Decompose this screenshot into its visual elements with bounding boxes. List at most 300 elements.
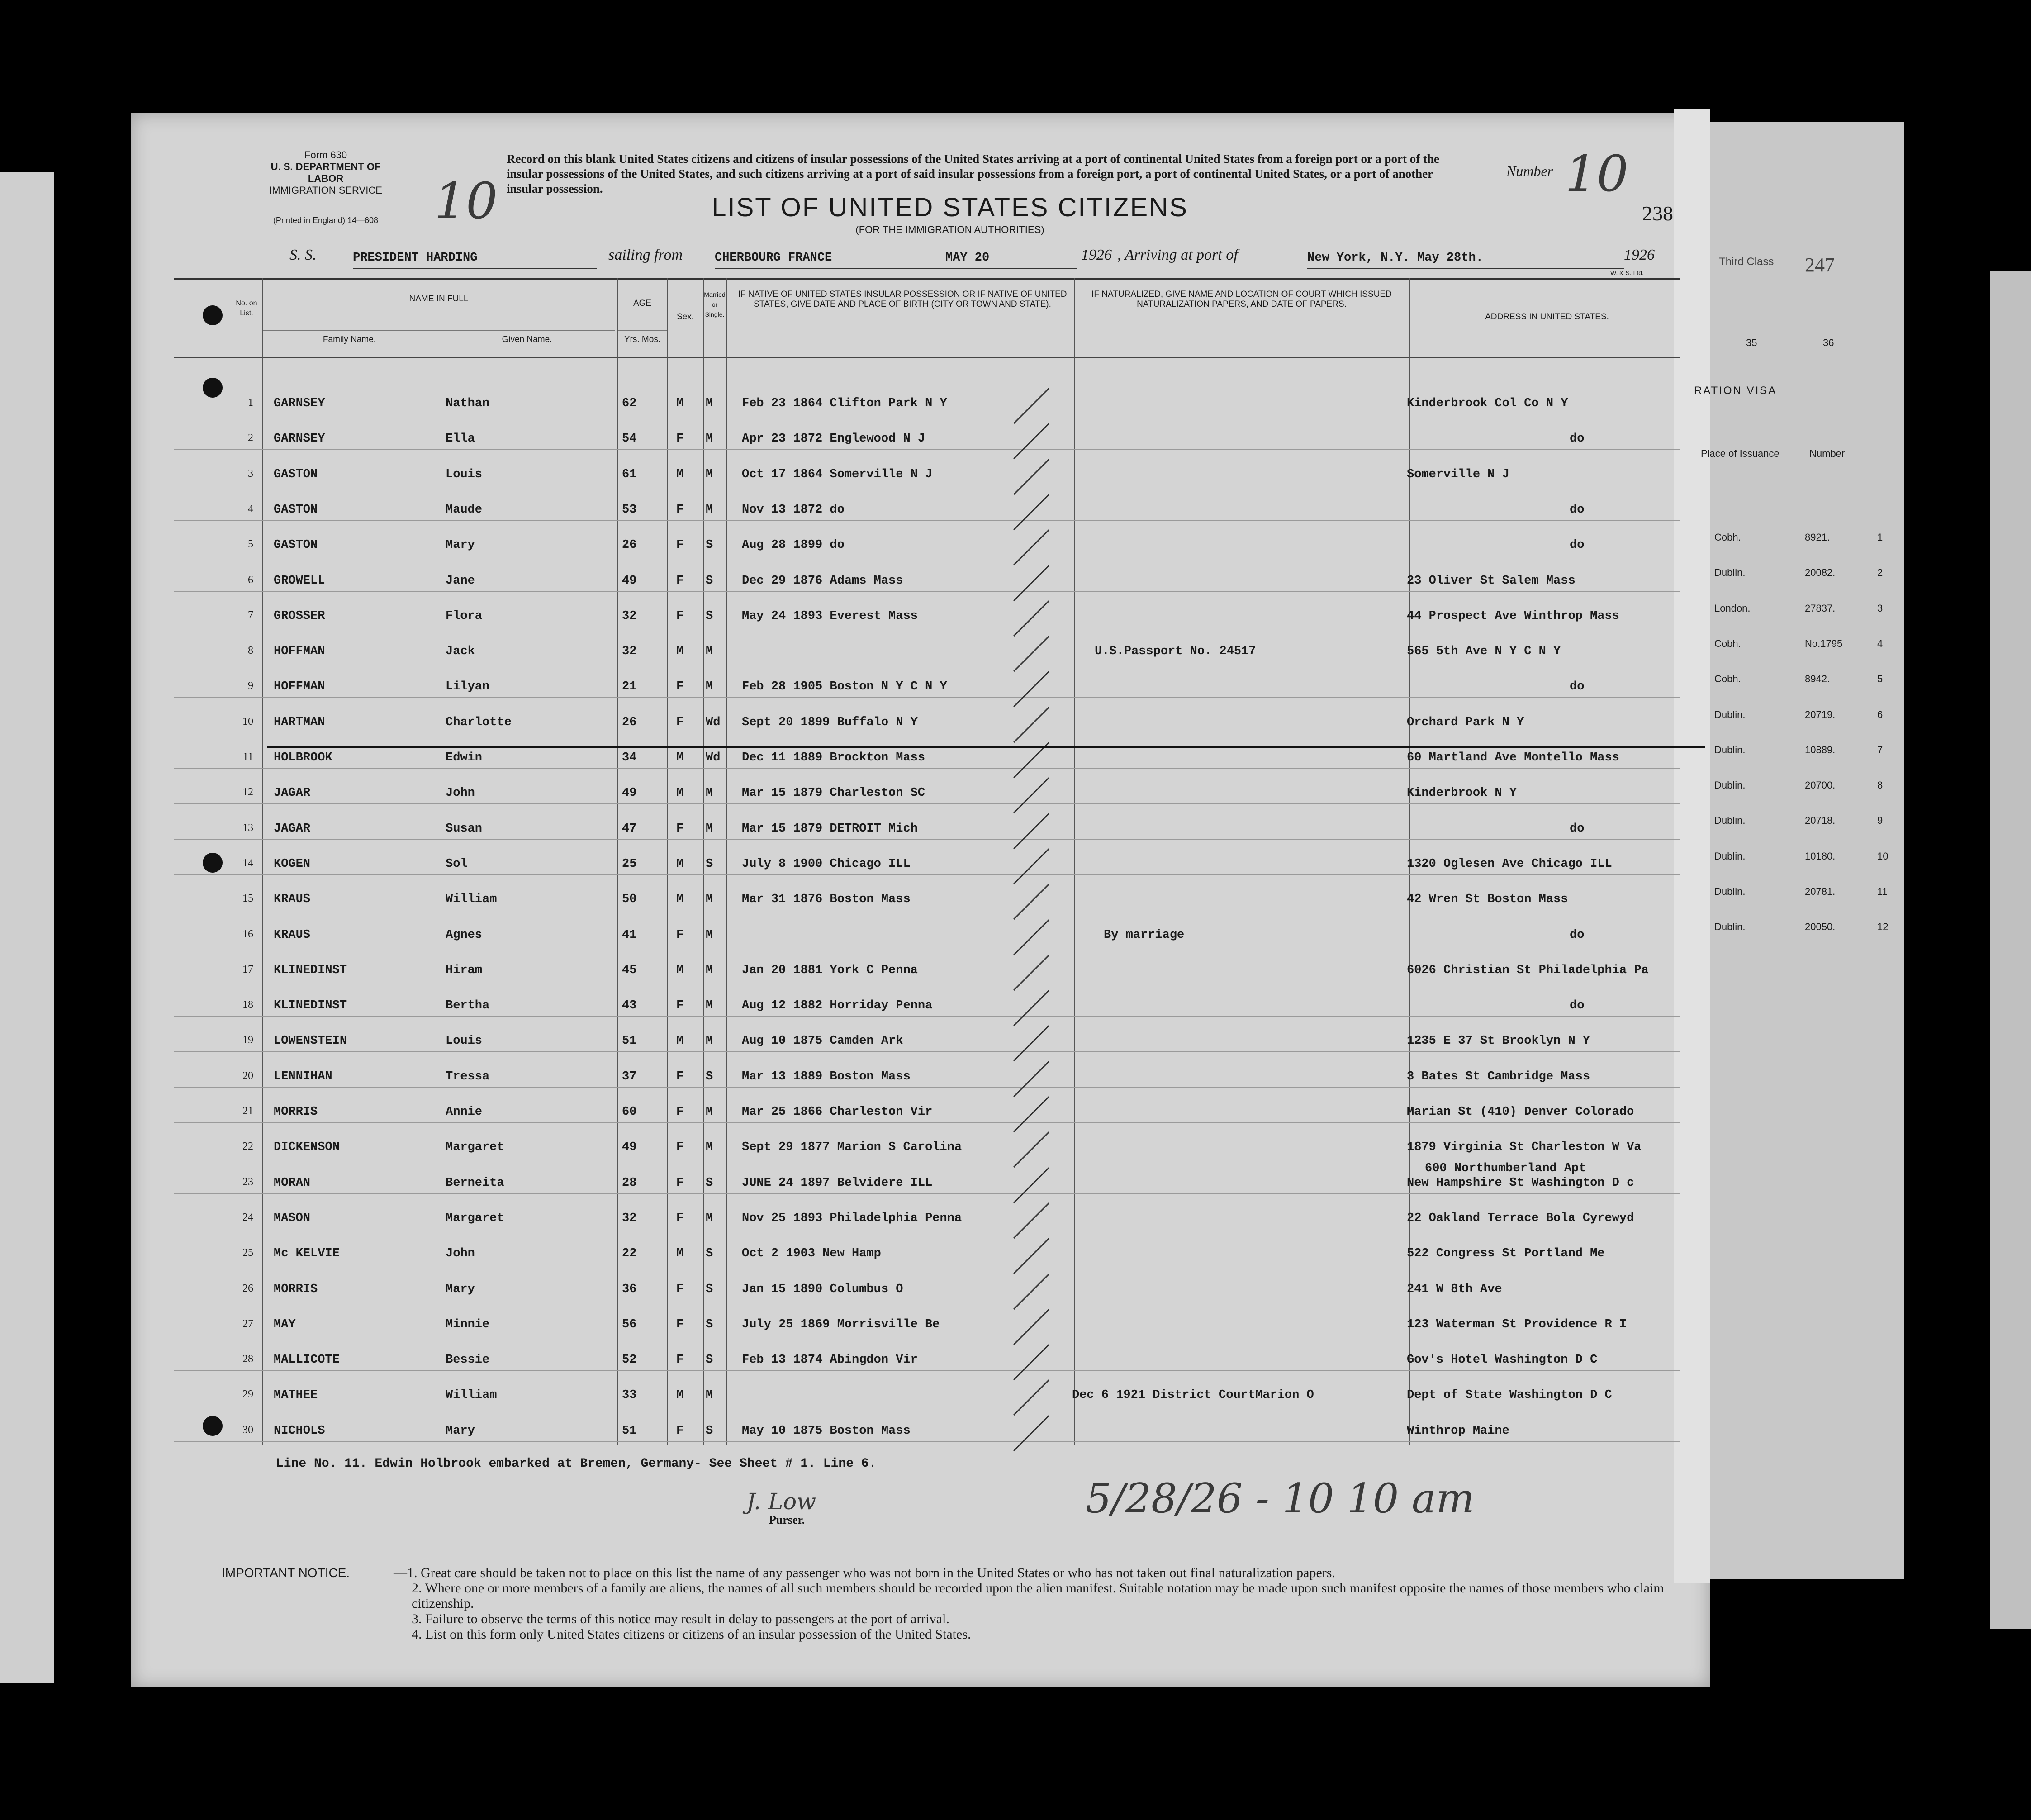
col-rule <box>262 278 263 1445</box>
sex: F <box>676 680 684 694</box>
row-rule <box>174 874 1680 875</box>
given-name: Jane <box>446 574 475 588</box>
notice-item-2: 2. Where one or more members of a family are aliens, the names of all such members should be recorded upon the alien manifest. Suitable notation may be made upon such manifest opposite the names of those members who claim citizenship. <box>412 1581 1664 1611</box>
row-number: 6 <box>248 574 253 586</box>
address: 1320 Oglesen Ave Chicago ILL <box>1407 857 1612 871</box>
address: Dept of State Washington D C <box>1407 1388 1612 1402</box>
birth-info: Jan 15 1890 Columbus O <box>742 1282 903 1296</box>
age: 28 <box>622 1176 637 1190</box>
address-extra: 600 Northumberland Apt <box>1425 1161 1586 1175</box>
row-number: 2 <box>248 432 253 444</box>
right-page-number: 247 <box>1805 254 1835 276</box>
given-name: John <box>446 786 475 800</box>
visa-place: London. <box>1714 602 1751 614</box>
birth-info: Dec 29 1876 Adams Mass <box>742 574 903 588</box>
sex: F <box>676 503 684 517</box>
given-name: Annie <box>446 1105 483 1119</box>
visa-extra: 7 <box>1877 744 1883 756</box>
visa-place: Dublin. <box>1714 886 1746 897</box>
visa-extra: 5 <box>1877 673 1883 685</box>
given-name: Edwin <box>446 751 483 765</box>
marital-status: S <box>706 1069 713 1083</box>
visa-extra: 10 <box>1877 850 1889 862</box>
age: 49 <box>622 1140 637 1155</box>
age: 49 <box>622 574 637 588</box>
family-name: GARNSEY <box>274 397 325 410</box>
handwritten-sheet-number: 10 <box>434 172 498 230</box>
sex: M <box>676 786 684 800</box>
right-col-35: 35 <box>1746 337 1757 348</box>
sex: F <box>676 1069 684 1083</box>
address: do <box>1570 538 1585 552</box>
visa-place: Cobh. <box>1714 637 1741 649</box>
visa-extra: 11 <box>1877 886 1888 897</box>
age: 32 <box>622 609 637 623</box>
age: 32 <box>622 1211 637 1225</box>
purser-signature: J. Low <box>746 1488 816 1515</box>
marital-status: S <box>706 609 713 623</box>
row-number: 10 <box>242 715 253 727</box>
address: 42 Wren St Boston Mass <box>1407 893 1568 907</box>
address: do <box>1570 432 1585 446</box>
row-rule <box>174 1441 1680 1442</box>
marital-status: S <box>706 1282 713 1296</box>
family-name: HOFFMAN <box>274 645 325 659</box>
purser-label: Purser. <box>769 1513 805 1526</box>
family-name: HARTMAN <box>274 715 325 729</box>
visa-extra: 12 <box>1877 921 1889 933</box>
row-number: 20 <box>242 1069 253 1082</box>
age-subheader-rule <box>617 330 667 331</box>
arrival-year: 1926 <box>1624 247 1655 263</box>
given-name: Tressa <box>446 1069 490 1083</box>
row-number: 7 <box>248 609 253 621</box>
family-name: MAY <box>274 1317 296 1331</box>
naturalization: Dec 6 1921 District CourtMarion O <box>1072 1388 1314 1402</box>
sex: M <box>676 963 684 977</box>
marital-status: S <box>706 538 713 552</box>
given-name: Maude <box>446 503 483 517</box>
row-rule <box>174 449 1680 450</box>
family-name: HOFFMAN <box>274 680 325 694</box>
sex: F <box>676 1176 684 1190</box>
row-number: 12 <box>242 786 253 798</box>
family-name: MORRIS <box>274 1282 318 1296</box>
visa-number: 27837. <box>1805 602 1836 614</box>
age: 26 <box>622 538 637 552</box>
arriving-label: , Arriving at port of <box>1117 247 1238 263</box>
family-name: GROWELL <box>274 574 325 588</box>
given-name: Louis <box>446 467 483 481</box>
form-service: IMMIGRATION SERVICE <box>269 185 382 196</box>
notice-item-3: 3. Failure to observe the terms of this notice may result in delay to passengers at the port of arrival. <box>412 1611 949 1626</box>
age: 41 <box>622 928 637 942</box>
marital-status: S <box>706 574 713 588</box>
marital-status: M <box>706 963 713 977</box>
visa-number: 20718. <box>1805 815 1836 827</box>
row-number: 14 <box>242 857 253 869</box>
address: 3 Bates St Cambridge Mass <box>1407 1069 1590 1083</box>
visa-number: 20719. <box>1805 708 1836 720</box>
age: 33 <box>622 1388 637 1402</box>
birth-info: Mar 15 1879 Charleston SC <box>742 786 925 800</box>
address: Kinderbrook Col Co N Y <box>1407 397 1568 410</box>
sex: F <box>676 715 684 729</box>
address: Orchard Park N Y <box>1407 715 1524 729</box>
given-name: Agnes <box>446 928 483 942</box>
row-number: 3 <box>248 467 253 480</box>
important-notice <box>222 1565 1714 1642</box>
marital-status: S <box>706 857 713 871</box>
sex: F <box>676 432 684 446</box>
sex: F <box>676 1282 684 1296</box>
family-name: NICHOLS <box>274 1424 325 1438</box>
marital-status: M <box>706 397 713 410</box>
address: New Hampshire St Washington D c <box>1407 1176 1634 1190</box>
header-sex: Sex. <box>676 312 694 322</box>
given-name: Charlotte <box>446 715 512 729</box>
family-name: MORAN <box>274 1176 311 1190</box>
family-name: JAGAR <box>274 822 311 836</box>
given-name: William <box>446 1388 497 1402</box>
notice-label: IMPORTANT NOTICE. <box>222 1566 350 1580</box>
address: 22 Oakland Terrace Bola Cyrewyd <box>1407 1211 1634 1225</box>
marital-status: S <box>706 1353 713 1367</box>
address: 1879 Virginia St Charleston W Va <box>1407 1140 1642 1155</box>
row-rule <box>174 520 1680 521</box>
notice-item-4: 4. List on this form only United States citizens or citizens of an insular possession of the United States. <box>412 1627 971 1642</box>
header-name: NAME IN FULL <box>409 294 469 304</box>
family-name: LOWENSTEIN <box>274 1034 347 1048</box>
visa-extra: 8 <box>1877 779 1883 791</box>
arrival-port: New York, N.Y. May 28th. <box>1307 247 1624 269</box>
marital-status: M <box>706 822 713 836</box>
strike-through-row-11 <box>267 746 1705 748</box>
naturalization: By marriage <box>1104 928 1185 942</box>
row-number: 18 <box>242 999 253 1011</box>
sex: M <box>676 1034 684 1048</box>
sheet-number-value: 10 <box>1565 145 1628 203</box>
age: 34 <box>622 751 637 765</box>
visa-place: Dublin. <box>1714 850 1746 862</box>
right-col-36: 36 <box>1823 337 1834 348</box>
address: 44 Prospect Ave Winthrop Mass <box>1407 609 1619 623</box>
given-name: John <box>446 1247 475 1261</box>
visa-number: 10889. <box>1805 744 1836 756</box>
age: 60 <box>622 1105 637 1119</box>
visa-place: Dublin. <box>1714 708 1746 720</box>
naturalization: U.S.Passport No. 24517 <box>1095 645 1256 659</box>
marital-status: M <box>706 645 713 659</box>
given-name: Margaret <box>446 1140 504 1155</box>
visa-place: Dublin. <box>1714 744 1746 756</box>
header-family: Family Name. <box>323 335 376 344</box>
marital-status: M <box>706 1211 713 1225</box>
marital-status: Wd <box>706 715 721 729</box>
marital-status: M <box>706 432 713 446</box>
given-name: Minnie <box>446 1317 490 1331</box>
visa-number: 8921. <box>1805 532 1830 543</box>
age: 61 <box>622 467 637 481</box>
row-number: 22 <box>242 1140 253 1153</box>
sex: F <box>676 822 684 836</box>
visa-place: Dublin. <box>1714 815 1746 827</box>
family-name: GASTON <box>274 467 318 481</box>
col-rule <box>726 278 727 1445</box>
age: 45 <box>622 963 637 977</box>
given-name: Hiram <box>446 963 483 977</box>
row-number: 4 <box>248 503 253 515</box>
name-subheader-rule <box>262 330 615 331</box>
record-instruction: Record on this blank United States citizens and citizens of insular possessions of the United States arriving at a port of continental United States from a foreign port or a port of the insular possessions of the United States, and such citizens arriving at a port of said insular possessions from a foreign port, a port of continental United States, or a port of another insular possession. <box>507 152 1439 195</box>
given-name: Berneita <box>446 1176 504 1190</box>
family-name: LENNIHAN <box>274 1069 332 1083</box>
age: 54 <box>622 432 637 446</box>
row-rule <box>174 768 1680 769</box>
family-name: JAGAR <box>274 786 311 800</box>
age: 49 <box>622 786 637 800</box>
marital-status: M <box>706 467 713 481</box>
row-rule <box>174 1016 1680 1017</box>
row-number: 1 <box>248 397 253 409</box>
family-name: HOLBROOK <box>274 751 332 765</box>
family-name: KRAUS <box>274 893 311 907</box>
address: do <box>1570 680 1585 694</box>
row-number: 25 <box>242 1247 253 1259</box>
age: 43 <box>622 999 637 1013</box>
given-name: Margaret <box>446 1211 504 1225</box>
header-given: Given Name. <box>502 335 552 344</box>
marital-status: S <box>706 1424 713 1438</box>
birth-info: Mar 31 1876 Boston Mass <box>742 893 911 907</box>
given-name: Mary <box>446 538 475 552</box>
visa-extra: 3 <box>1877 602 1883 614</box>
visa-place: Dublin. <box>1714 779 1746 791</box>
row-number: 27 <box>242 1317 253 1330</box>
row-number: 29 <box>242 1388 253 1401</box>
birth-info: Aug 12 1882 Horriday Penna <box>742 999 933 1013</box>
birth-info: Feb 23 1864 Clifton Park N Y <box>742 397 947 410</box>
family-name: MASON <box>274 1211 311 1225</box>
birth-info: Jan 20 1881 York C Penna <box>742 963 918 977</box>
sex: M <box>676 893 684 907</box>
visa-number: 10180. <box>1805 850 1836 862</box>
sex: F <box>676 1317 684 1331</box>
age: 51 <box>622 1424 637 1438</box>
right-class-label: Third Class <box>1719 256 1774 268</box>
given-name: Bertha <box>446 999 490 1013</box>
given-name: Susan <box>446 822 483 836</box>
notice-items <box>394 1565 1714 1642</box>
family-name: MORRIS <box>274 1105 318 1119</box>
age: 51 <box>622 1034 637 1048</box>
sex: F <box>676 609 684 623</box>
page-number: 238 <box>1642 202 1673 225</box>
given-name: Lilyan <box>446 680 490 694</box>
address: 522 Congress St Portland Me <box>1407 1247 1605 1261</box>
birth-info: Sept 29 1877 Marion S Carolina <box>742 1140 962 1155</box>
birth-info: Feb 28 1905 Boston N Y C N Y <box>742 680 947 694</box>
birth-info: Apr 23 1872 Englewood N J <box>742 432 925 446</box>
given-name: Flora <box>446 609 483 623</box>
birth-info: Dec 11 1889 Brockton Mass <box>742 751 925 765</box>
family-name: Mc KELVIE <box>274 1247 340 1261</box>
col-rule <box>1074 278 1075 1445</box>
address: Kinderbrook N Y <box>1407 786 1517 800</box>
family-name: MALLICOTE <box>274 1353 340 1367</box>
address: 23 Oliver St Salem Mass <box>1407 574 1575 588</box>
birth-info: JUNE 24 1897 Belvidere ILL <box>742 1176 933 1190</box>
given-name: Sol <box>446 857 468 871</box>
row-number: 23 <box>242 1176 253 1188</box>
header-age: AGE <box>633 299 652 308</box>
visa-number: 20050. <box>1805 921 1836 933</box>
header-rule <box>174 357 1680 358</box>
marital-status: S <box>706 1247 713 1261</box>
row-number: 21 <box>242 1105 253 1117</box>
ship-name: PRESIDENT HARDING <box>353 247 597 269</box>
number-label: Number <box>1506 163 1553 179</box>
age: 22 <box>622 1247 637 1261</box>
row-number: 28 <box>242 1353 253 1365</box>
header-naturalized: IF NATURALIZED, GIVE NAME AND LOCATION OF COURT WHICH ISSUED NATURALIZATION PAPERS, AND DATE OF PAPERS. <box>1091 290 1392 309</box>
left-page-edge <box>0 172 54 1683</box>
marital-status: S <box>706 1317 713 1331</box>
header-married: Married or Single. <box>704 291 726 318</box>
marital-status: M <box>706 1388 713 1402</box>
age: 37 <box>622 1069 637 1083</box>
given-name: Mary <box>446 1282 475 1296</box>
form-department: U. S. DEPARTMENT OF LABOR <box>270 161 381 184</box>
sailing-from-label: sailing from <box>608 247 683 263</box>
birth-info: Oct 2 1903 New Hamp <box>742 1247 881 1261</box>
marital-status: M <box>706 1140 713 1155</box>
right-place-header: Place of Issuance <box>1701 448 1779 459</box>
given-name: William <box>446 893 497 907</box>
row-rule <box>174 1087 1680 1088</box>
right-page-edge <box>1990 271 2031 1629</box>
marital-status: M <box>706 786 713 800</box>
row-number: 16 <box>242 928 253 940</box>
family-name: KLINEDINST <box>274 963 347 977</box>
row-rule <box>174 1122 1680 1123</box>
visa-place: Cobh. <box>1714 532 1741 543</box>
form-number: Form 630 <box>304 149 347 161</box>
sex: M <box>676 1388 684 1402</box>
address: 565 5th Ave N Y C N Y <box>1407 645 1561 659</box>
visa-number: 20082. <box>1805 567 1836 579</box>
visa-number: 20781. <box>1805 886 1836 897</box>
address: do <box>1570 928 1585 942</box>
birth-info: Nov 25 1893 Philadelphia Penna <box>742 1211 962 1225</box>
sailing-date: MAY 20 <box>945 247 1077 269</box>
printer-mark: W. & S. Ltd. <box>1610 269 1644 276</box>
family-name: GASTON <box>274 503 318 517</box>
right-visa-header: RATION VISA <box>1694 385 1777 397</box>
marital-status: M <box>706 680 713 694</box>
col-rule <box>617 278 618 1445</box>
sex: F <box>676 574 684 588</box>
form-printed: (Printed in England) 14—608 <box>273 216 379 225</box>
row-rule <box>174 697 1680 698</box>
age: 50 <box>622 893 637 907</box>
age: 25 <box>622 857 637 871</box>
sex: M <box>676 857 684 871</box>
row-rule <box>174 803 1680 804</box>
row-number: 8 <box>248 645 253 657</box>
header-birth: IF NATIVE OF UNITED STATES INSULAR POSSESSION OR IF NATIVE OF UNITED STATES, GIVE DATE AND PLACE OF BIRTH (CITY OR TOWN AND STATE). <box>738 290 1067 309</box>
birth-info: Nov 13 1872 do <box>742 503 845 517</box>
birth-info: Mar 15 1879 DETROIT Mich <box>742 822 918 836</box>
sex: M <box>676 467 684 481</box>
age: 53 <box>622 503 637 517</box>
visa-number: 20700. <box>1805 779 1836 791</box>
given-name: Bessie <box>446 1353 490 1367</box>
birth-info: Aug 28 1899 do <box>742 538 845 552</box>
page-title: LIST OF UNITED STATES CITIZENS <box>712 193 1188 222</box>
given-name: Louis <box>446 1034 483 1048</box>
family-name: GROSSER <box>274 609 325 623</box>
sex: F <box>676 1105 684 1119</box>
row-number: 9 <box>248 680 253 692</box>
family-name: GASTON <box>274 538 318 552</box>
marital-status: M <box>706 893 713 907</box>
visa-place: Dublin. <box>1714 567 1746 579</box>
sailing-year: 1926 <box>1081 247 1112 263</box>
address: Gov's Hotel Washington D C <box>1407 1353 1598 1367</box>
family-name: GARNSEY <box>274 432 325 446</box>
row-rule <box>174 1193 1680 1194</box>
given-name: Jack <box>446 645 475 659</box>
age: 62 <box>622 397 637 410</box>
birth-info: Sept 20 1899 Buffalo N Y <box>742 715 918 729</box>
visa-extra: 1 <box>1877 532 1883 543</box>
row-number: 24 <box>242 1211 253 1223</box>
age: 36 <box>622 1282 637 1296</box>
age: 26 <box>622 715 637 729</box>
sex: F <box>676 1211 684 1225</box>
visa-number: No.1795 <box>1805 637 1843 649</box>
address: do <box>1570 822 1585 836</box>
address: 123 Waterman St Providence R I <box>1407 1317 1627 1331</box>
visa-extra: 4 <box>1877 637 1883 649</box>
marital-status: M <box>706 928 713 942</box>
marital-status: S <box>706 1176 713 1190</box>
address: Winthrop Maine <box>1407 1424 1509 1438</box>
row-number: 15 <box>242 893 253 905</box>
row-number: 5 <box>248 538 253 551</box>
sex: F <box>676 928 684 942</box>
address: 6026 Christian St Philadelphia Pa <box>1407 963 1649 977</box>
birth-info: Mar 25 1866 Charleston Vir <box>742 1105 933 1119</box>
birth-info: July 25 1869 Morrisville Be <box>742 1317 940 1331</box>
address: 60 Martland Ave Montello Mass <box>1407 751 1619 765</box>
marital-status: M <box>706 1105 713 1119</box>
given-name: Mary <box>446 1424 475 1438</box>
age: 32 <box>622 645 637 659</box>
row-rule <box>174 1370 1680 1371</box>
row-number: 17 <box>242 963 253 975</box>
marital-status: Wd <box>706 751 721 765</box>
visa-extra: 6 <box>1877 708 1883 720</box>
address: 1235 E 37 St Brooklyn N Y <box>1407 1034 1590 1048</box>
given-name: Nathan <box>446 397 490 410</box>
address: do <box>1570 999 1585 1013</box>
birth-info: July 8 1900 Chicago ILL <box>742 857 911 871</box>
age: 56 <box>622 1317 637 1331</box>
birth-info: Mar 13 1889 Boston Mass <box>742 1069 911 1083</box>
address: do <box>1570 503 1585 517</box>
